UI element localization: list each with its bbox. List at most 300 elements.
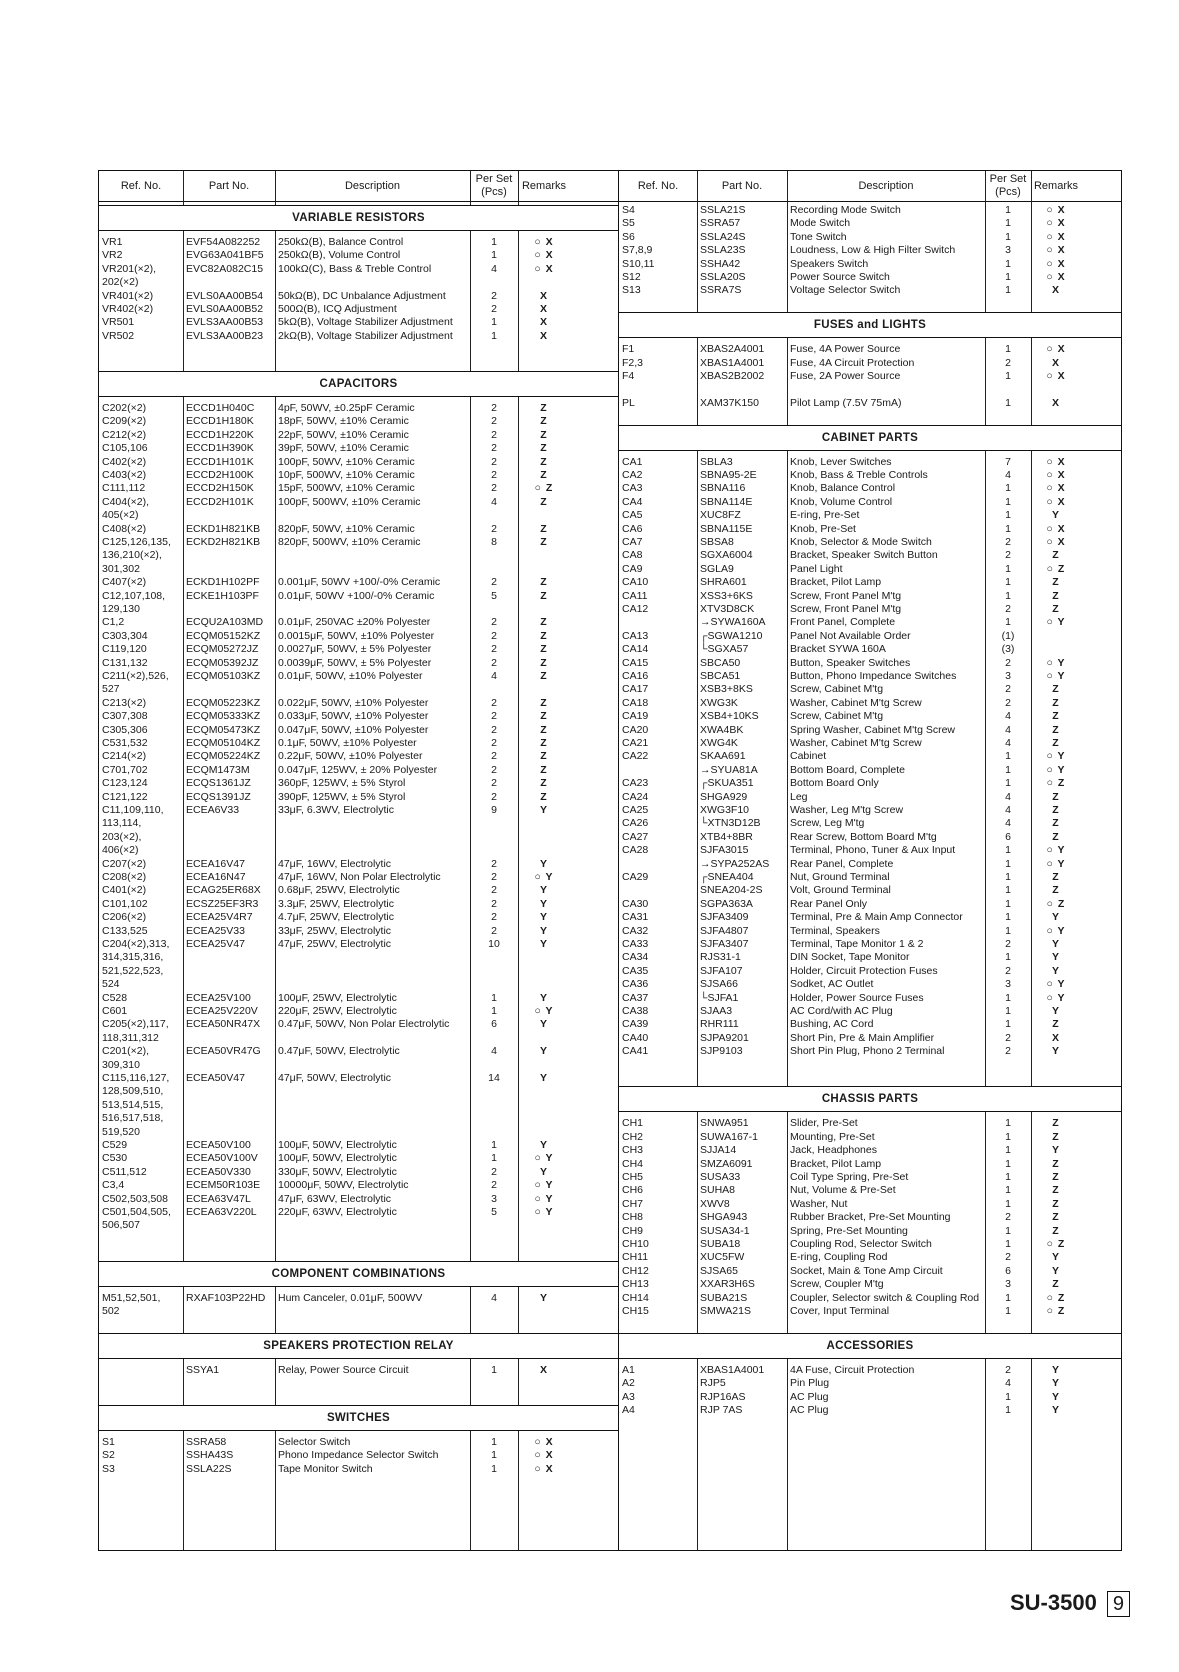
- cell-ref-no: CH9: [622, 1224, 644, 1237]
- table-row: [99, 602, 618, 616]
- cell-ref-no: 118,311,312: [102, 1031, 159, 1044]
- cell-per-set: 1: [1005, 857, 1011, 870]
- cell-per-set: 1: [1005, 1238, 1011, 1250]
- cell-ref-no: C531,532: [102, 737, 148, 749]
- cell-ref-no: CH1: [622, 1117, 644, 1130]
- cell-per-set: 2: [1005, 603, 1011, 615]
- cell-ref-no: CA36: [622, 978, 649, 991]
- cell-per-set: 2: [491, 1179, 497, 1192]
- table-row: [619, 1264, 1121, 1278]
- cell-remarks: X: [539, 303, 548, 315]
- cell-description: Spring, Pre-Set Mounting: [790, 1224, 908, 1237]
- cell-part-no: EVLS0AA00B52: [186, 303, 264, 315]
- cell-remarks: Y: [1051, 1144, 1060, 1157]
- cell-per-set: 2: [491, 911, 497, 924]
- table-row: [99, 1151, 618, 1165]
- table-row: [99, 709, 618, 723]
- cell-remarks: ○ X: [1046, 370, 1066, 382]
- cell-per-set: 2: [491, 696, 497, 709]
- cell-description: Screw, Front Panel M'tg: [790, 589, 902, 602]
- cell-per-set: 3: [491, 1192, 497, 1205]
- cell-remarks: X: [539, 1363, 548, 1376]
- table-row: [99, 522, 618, 536]
- table-row: [99, 1044, 618, 1058]
- cell-part-no: SJSA66: [700, 978, 738, 991]
- table-row: [99, 870, 618, 884]
- cell-per-set: 1: [1005, 509, 1011, 522]
- cell-ref-no: 301,302: [102, 562, 140, 575]
- cell-per-set: 4: [1005, 1377, 1011, 1390]
- cell-per-set: 1: [1005, 257, 1011, 270]
- cell-per-set: 6: [491, 1018, 497, 1031]
- cell-part-no: ECEM50R103E: [186, 1179, 261, 1192]
- cell-part-no: SBNA116: [700, 482, 746, 495]
- cell-remarks: ○ Y: [1046, 616, 1066, 629]
- cell-ref-no: 527: [102, 683, 120, 696]
- cell-part-no: ECCD2H150K: [186, 482, 254, 495]
- table-row: [619, 857, 1121, 871]
- cell-description: Mode Switch: [790, 217, 851, 230]
- cell-part-no: SUHA8: [700, 1184, 736, 1197]
- cell-remarks: X: [539, 289, 548, 302]
- cell-per-set: 1: [1005, 763, 1011, 776]
- cell-part-no: XUC8FZ: [700, 509, 741, 522]
- cell-per-set: 7: [1005, 455, 1011, 468]
- table-row: [99, 924, 618, 938]
- table-row: [619, 522, 1121, 536]
- cell-ref-no: CH12: [622, 1264, 649, 1277]
- cell-ref-no: CA33: [622, 938, 649, 950]
- table-row: [619, 950, 1121, 964]
- cell-ref-no: 405(×2): [102, 509, 139, 522]
- table-row: [99, 589, 618, 603]
- cell-remarks: Y: [539, 938, 548, 950]
- cell-description: AC Cord/with AC Plug: [790, 1005, 893, 1017]
- cell-description: 0.0039μF, 50WV, ± 5% Polyester: [278, 656, 432, 669]
- cell-per-set: 2: [491, 750, 497, 763]
- cell-part-no: →SYWA160A: [700, 616, 766, 629]
- cell-per-set: 2: [491, 656, 497, 669]
- cell-part-no: ECEA50V100V: [186, 1152, 258, 1165]
- cell-part-no: ECQS1361JZ: [186, 777, 251, 790]
- cell-remarks: Z: [540, 670, 548, 682]
- table-row: [99, 481, 618, 495]
- cell-per-set: 9: [491, 804, 497, 816]
- cell-part-no: ECEA16N47: [186, 871, 246, 883]
- cell-per-set: 2: [491, 442, 497, 455]
- cell-per-set: 1: [1005, 204, 1011, 216]
- cell-ref-no: CA12: [622, 603, 649, 615]
- cell-description: Phono Impedance Selector Switch: [278, 1449, 439, 1462]
- cell-part-no: SSHA42: [700, 257, 741, 270]
- cell-ref-no: CA9: [622, 562, 643, 575]
- header-remarks: Remarks: [1033, 180, 1078, 192]
- cell-part-no: EVLS3AA00B53: [186, 316, 264, 329]
- cell-description: Nut, Ground Terminal: [790, 871, 890, 883]
- cell-description: 4pF, 50WV, ±0.25pF Ceramic: [278, 402, 415, 414]
- cell-per-set: 1: [1005, 1224, 1011, 1237]
- table-row: [99, 1192, 618, 1206]
- cell-per-set: 2: [491, 790, 497, 803]
- cell-part-no: ECEA25V220V: [186, 1005, 258, 1017]
- cell-per-set: 1: [491, 1436, 497, 1448]
- table-row: [619, 548, 1121, 562]
- cell-part-no: SSRA57: [700, 217, 741, 230]
- cell-remarks: Z: [540, 777, 548, 790]
- cell-part-no: SJJA14: [700, 1144, 737, 1157]
- table-row: [619, 1390, 1121, 1404]
- cell-ref-no: CA25: [622, 804, 649, 816]
- cell-per-set: 1: [1005, 370, 1011, 382]
- cell-description: 330μF, 50WV, Electrolytic: [278, 1165, 397, 1178]
- table-row: [619, 1143, 1121, 1157]
- cell-per-set: 1: [1005, 522, 1011, 535]
- cell-remarks: Z: [1052, 589, 1060, 602]
- cell-ref-no: C202(×2): [102, 402, 147, 414]
- cell-part-no: EVLS3AA00B23: [186, 329, 264, 342]
- cell-part-no: XUC5FW: [700, 1251, 745, 1264]
- cell-part-no: EVG63A041BF5: [186, 249, 264, 262]
- cell-remarks: ○ X: [1046, 257, 1066, 270]
- cell-ref-no: CA39: [622, 1018, 649, 1031]
- cell-description: Voltage Selector Switch: [790, 284, 901, 297]
- cell-per-set: 2: [491, 1165, 497, 1178]
- cell-description: Screw, Leg M'tg: [790, 817, 865, 830]
- cell-ref-no: S2: [102, 1449, 115, 1462]
- header-remarks: Remarks: [521, 180, 566, 192]
- cell-part-no: RJP16AS: [700, 1390, 746, 1403]
- cell-per-set: (1): [1001, 629, 1015, 642]
- cell-ref-no: CA10: [622, 576, 649, 589]
- table-row: [99, 736, 618, 750]
- cell-per-set: 1: [491, 249, 497, 262]
- cell-per-set: 1: [1005, 1018, 1011, 1031]
- cell-per-set: 1: [1005, 1144, 1011, 1157]
- cell-ref-no: CH2: [622, 1130, 644, 1143]
- cell-ref-no: VR1: [102, 236, 123, 248]
- cell-part-no: ECEA25V33: [186, 924, 245, 937]
- cell-per-set: 2: [1005, 696, 1011, 709]
- cell-per-set: 1: [491, 991, 497, 1004]
- cell-remarks: ○ X: [534, 1436, 554, 1448]
- cell-description: 360pF, 125WV, ± 5% Styrol: [278, 777, 406, 790]
- table-row: [99, 248, 618, 262]
- cell-description: Knob, Volume Control: [790, 495, 893, 508]
- cell-part-no: RJP5: [700, 1377, 726, 1390]
- table-row: [619, 283, 1121, 297]
- cell-remarks: Z: [1052, 1157, 1060, 1170]
- cell-remarks: Y: [539, 804, 548, 816]
- cell-ref-no: C402(×2): [102, 455, 147, 468]
- cell-remarks: ○ X: [534, 262, 554, 275]
- cell-remarks: Z: [540, 576, 548, 589]
- cell-remarks: Y: [1051, 1251, 1060, 1264]
- table-row: [99, 1084, 618, 1098]
- table-row: [619, 723, 1121, 737]
- cell-ref-no: VR501: [102, 316, 135, 329]
- cell-ref-no: CA31: [622, 911, 649, 924]
- cell-per-set: 1: [1005, 230, 1011, 243]
- table-row: [99, 1291, 618, 1305]
- table-row: [619, 964, 1121, 978]
- header-per-set: Per Set: [475, 173, 513, 185]
- cell-remarks: Z: [540, 522, 548, 535]
- table-row: [619, 1130, 1121, 1144]
- cell-description: 22pF, 50WV, ±10% Ceramic: [278, 428, 409, 441]
- table-row: [619, 924, 1121, 938]
- cell-description: 0.047μF, 125WV, ± 20% Polyester: [278, 763, 438, 776]
- cell-description: Fuse, 4A Power Source: [790, 343, 901, 356]
- cell-description: 100pF, 500WV, ±10% Ceramic: [278, 495, 421, 508]
- table-row: [619, 356, 1121, 370]
- cell-part-no: RJP 7AS: [700, 1404, 743, 1416]
- table-row: [99, 629, 618, 643]
- table-row: [99, 235, 618, 249]
- cell-remarks: ○ Y: [1046, 924, 1066, 937]
- cell-per-set: 1: [1005, 844, 1011, 857]
- cell-remarks: Y: [539, 1139, 548, 1151]
- cell-ref-no: C213(×2): [102, 696, 147, 709]
- table-row: [619, 216, 1121, 230]
- cell-per-set: 2: [491, 737, 497, 749]
- cell-remarks: Z: [540, 737, 548, 749]
- table-row: [619, 642, 1121, 656]
- cell-description: 100μF, 50WV, Electrolytic: [278, 1139, 397, 1151]
- table-row: [99, 857, 618, 871]
- table-row: [619, 977, 1121, 991]
- table-row: [619, 1170, 1121, 1184]
- cell-part-no: SJFA3409: [700, 911, 749, 924]
- cell-part-no: SUSA33: [700, 1171, 741, 1183]
- cell-description: Slider, Pre-Set: [790, 1117, 858, 1130]
- cell-per-set: 1: [491, 1005, 497, 1017]
- cell-description: 0.47μF, 50WV, Non Polar Electrolytic: [278, 1018, 450, 1031]
- cell-ref-no: CH5: [622, 1171, 644, 1183]
- cell-part-no: SGXA6004: [700, 549, 753, 562]
- cell-per-set: 1: [1005, 482, 1011, 495]
- cell-remarks: Y: [1051, 509, 1060, 522]
- cell-part-no: XSB4+10KS: [700, 710, 759, 723]
- cell-ref-no: C3,4: [102, 1179, 125, 1192]
- cell-description: Knob, Pre-Set: [790, 522, 856, 535]
- cell-ref-no: CA37: [622, 991, 649, 1004]
- cell-part-no: SJFA3015: [700, 844, 749, 857]
- table-row: [99, 656, 618, 670]
- section-heading: CABINET PARTS: [619, 425, 1121, 451]
- cell-ref-no: 314,315,316,: [102, 951, 164, 964]
- cell-part-no: SJPA9201: [700, 1031, 749, 1044]
- table-row: [619, 508, 1121, 522]
- cell-remarks: X: [1051, 284, 1060, 297]
- cell-part-no: ECEA6V33: [186, 804, 240, 816]
- cell-remarks: Y: [1051, 951, 1060, 964]
- cell-description: Tape Monitor Switch: [278, 1462, 373, 1475]
- table-row: [619, 776, 1121, 790]
- cell-remarks: ○ Y: [1046, 991, 1066, 1004]
- table-row: [99, 1165, 618, 1179]
- cell-remarks: Z: [540, 442, 548, 455]
- table-row: [99, 1017, 618, 1031]
- table-row: [619, 203, 1121, 217]
- cell-part-no: SHRA601: [700, 576, 747, 589]
- cell-part-no: └SJFA1: [700, 991, 739, 1004]
- cell-description: 820pF, 500WV, ±10% Ceramic: [278, 536, 421, 548]
- page-footer: [1010, 1590, 1130, 1617]
- cell-part-no: SGPA363A: [700, 897, 753, 910]
- cell-description: Bottom Board Only: [790, 777, 879, 790]
- table-row: [99, 1205, 618, 1219]
- cell-ref-no: C303,304: [102, 629, 148, 642]
- cell-description: Button, Phono Impedance Switches: [790, 670, 957, 682]
- table-row: [619, 736, 1121, 750]
- table-row: [619, 669, 1121, 683]
- cell-part-no: SSLA23S: [700, 244, 746, 257]
- cell-remarks: Z: [1052, 1197, 1060, 1210]
- cell-description: Panel Light: [790, 562, 843, 575]
- table-row: [619, 1237, 1121, 1251]
- cell-description: Speakers Switch: [790, 257, 869, 270]
- cell-description: Cabinet: [790, 750, 827, 763]
- cell-description: 33μF, 6.3WV, Electrolytic: [278, 804, 394, 816]
- cell-ref-no: CA38: [622, 1005, 649, 1017]
- cell-remarks: Z: [540, 455, 548, 468]
- parts-list-right-body: [619, 201, 1121, 1550]
- cell-remarks: X: [1051, 396, 1060, 409]
- cell-description: 4.7μF, 25WV, Electrolytic: [278, 911, 394, 924]
- cell-remarks: Z: [1052, 1130, 1060, 1143]
- cell-per-set: 1: [1005, 1130, 1011, 1143]
- cell-part-no: SBLA3: [700, 455, 733, 468]
- table-row: [619, 709, 1121, 723]
- cell-remarks: Z: [1052, 1117, 1060, 1130]
- cell-description: 0.047μF, 50WV, ±10% Polyester: [278, 723, 429, 736]
- cell-per-set: 2: [491, 777, 497, 790]
- cell-ref-no: C123,124: [102, 777, 148, 790]
- cell-part-no: ECCD1H101K: [186, 455, 254, 468]
- cell-part-no: ECQM05103KZ: [186, 670, 261, 682]
- table-row: [619, 682, 1121, 696]
- cell-remarks: Y: [1051, 1045, 1060, 1058]
- cell-remarks: Z: [540, 589, 548, 602]
- table-row: [619, 763, 1121, 777]
- table-row: [99, 843, 618, 857]
- cell-description: Washer, Cabinet M'tg Screw: [790, 737, 922, 749]
- cell-description: Screw, Cabinet M'tg: [790, 683, 884, 696]
- cell-per-set: 4: [491, 495, 497, 508]
- cell-remarks: Z: [540, 710, 548, 723]
- cell-part-no: XSS3+6KS: [700, 589, 753, 602]
- table-row: [619, 481, 1121, 495]
- table-row: [99, 262, 618, 276]
- cell-description: 0.022μF, 50WV, ±10% Polyester: [278, 696, 429, 709]
- cell-per-set: 1: [1005, 1305, 1011, 1317]
- table-row: [619, 830, 1121, 844]
- cell-remarks: ○ Z: [1046, 897, 1066, 910]
- cell-remarks: ○ Y: [1046, 670, 1066, 682]
- table-row: [619, 1004, 1121, 1018]
- cell-description: Cover, Input Terminal: [790, 1305, 890, 1317]
- cell-per-set: 4: [1005, 737, 1011, 749]
- cell-ref-no: C133,525: [102, 924, 148, 937]
- table-row: [99, 763, 618, 777]
- cell-part-no: SSLA22S: [186, 1462, 232, 1475]
- cell-ref-no: 502: [102, 1305, 120, 1317]
- cell-part-no: SGLA9: [700, 562, 734, 575]
- cell-description: 47μF, 50WV, Electrolytic: [278, 1072, 392, 1084]
- cell-part-no: SSLA21S: [700, 204, 746, 216]
- table-row: [619, 1210, 1121, 1224]
- cell-remarks: Z: [1052, 1171, 1060, 1183]
- cell-per-set: 2: [1005, 656, 1011, 669]
- cell-ref-no: C502,503,508: [102, 1192, 168, 1205]
- cell-description: 18pF, 50WV, ±10% Ceramic: [278, 415, 409, 428]
- cell-description: Panel Not Available Order: [790, 629, 911, 642]
- cell-remarks: Z: [540, 723, 548, 736]
- table-row: [619, 897, 1121, 911]
- cell-per-set: 1: [491, 236, 497, 248]
- cell-description: Knob, Selector & Mode Switch: [790, 536, 932, 548]
- table-row: [619, 656, 1121, 670]
- cell-ref-no: 309,310: [102, 1058, 140, 1071]
- cell-remarks: X: [1051, 1031, 1060, 1044]
- cell-per-set: 2: [491, 629, 497, 642]
- cell-part-no: RHR111: [700, 1018, 739, 1031]
- cell-per-set: 1: [1005, 911, 1011, 924]
- cell-per-set: 1: [491, 1449, 497, 1462]
- cell-description: Rubber Bracket, Pre-Set Mounting: [790, 1211, 951, 1224]
- cell-per-set: 1: [1005, 1197, 1011, 1210]
- table-row: [99, 535, 618, 549]
- cell-remarks: Z: [1052, 871, 1060, 883]
- cell-remarks: Z: [1052, 696, 1060, 709]
- cell-ref-no: CA16: [622, 670, 649, 682]
- cell-description: 500Ω(B), ICQ Adjustment: [278, 303, 397, 315]
- cell-remarks: X: [1051, 356, 1060, 369]
- cell-per-set: 1: [1005, 951, 1011, 964]
- cell-per-set: 1: [491, 1152, 497, 1165]
- cell-part-no: XWA4BK: [700, 723, 744, 736]
- cell-ref-no: C115,116,127,: [102, 1072, 170, 1084]
- cell-description: 0.1μF, 50WV, ±10% Polyester: [278, 737, 417, 749]
- table-row: [99, 562, 618, 576]
- cell-description: Terminal, Phono, Tuner & Aux Input: [790, 844, 956, 857]
- cell-description: Fuse, 4A Circuit Protection: [790, 356, 915, 369]
- cell-description: Bushing, AC Cord: [790, 1018, 874, 1031]
- table-row: [619, 230, 1121, 244]
- cell-remarks: ○ Z: [1046, 1291, 1066, 1304]
- parts-list-left-half: [99, 171, 619, 1550]
- cell-remarks: Y: [539, 991, 548, 1004]
- cell-ref-no: CA7: [622, 536, 643, 548]
- cell-part-no: SNEA204-2S: [700, 884, 763, 897]
- cell-per-set: 2: [1005, 1251, 1011, 1264]
- cell-ref-no: C529: [102, 1139, 128, 1151]
- table-row: [99, 803, 618, 817]
- cell-remarks: Y: [1051, 1377, 1060, 1390]
- cell-part-no: SMWA21S: [700, 1305, 751, 1317]
- cell-description: Front Panel, Complete: [790, 616, 896, 629]
- table-row: [619, 270, 1121, 284]
- cell-ref-no: CH14: [622, 1291, 649, 1304]
- cell-description: Bottom Board, Complete: [790, 763, 905, 776]
- cell-ref-no: C209(×2): [102, 415, 147, 428]
- cell-per-set: 10: [488, 938, 500, 950]
- cell-remarks: Y: [539, 1045, 548, 1058]
- table-row: [619, 455, 1121, 469]
- cell-description: 0.01μF, 50WV, ±10% Polyester: [278, 670, 423, 682]
- cell-part-no: ECEA50V100: [186, 1139, 251, 1151]
- cell-remarks: Z: [1052, 710, 1060, 723]
